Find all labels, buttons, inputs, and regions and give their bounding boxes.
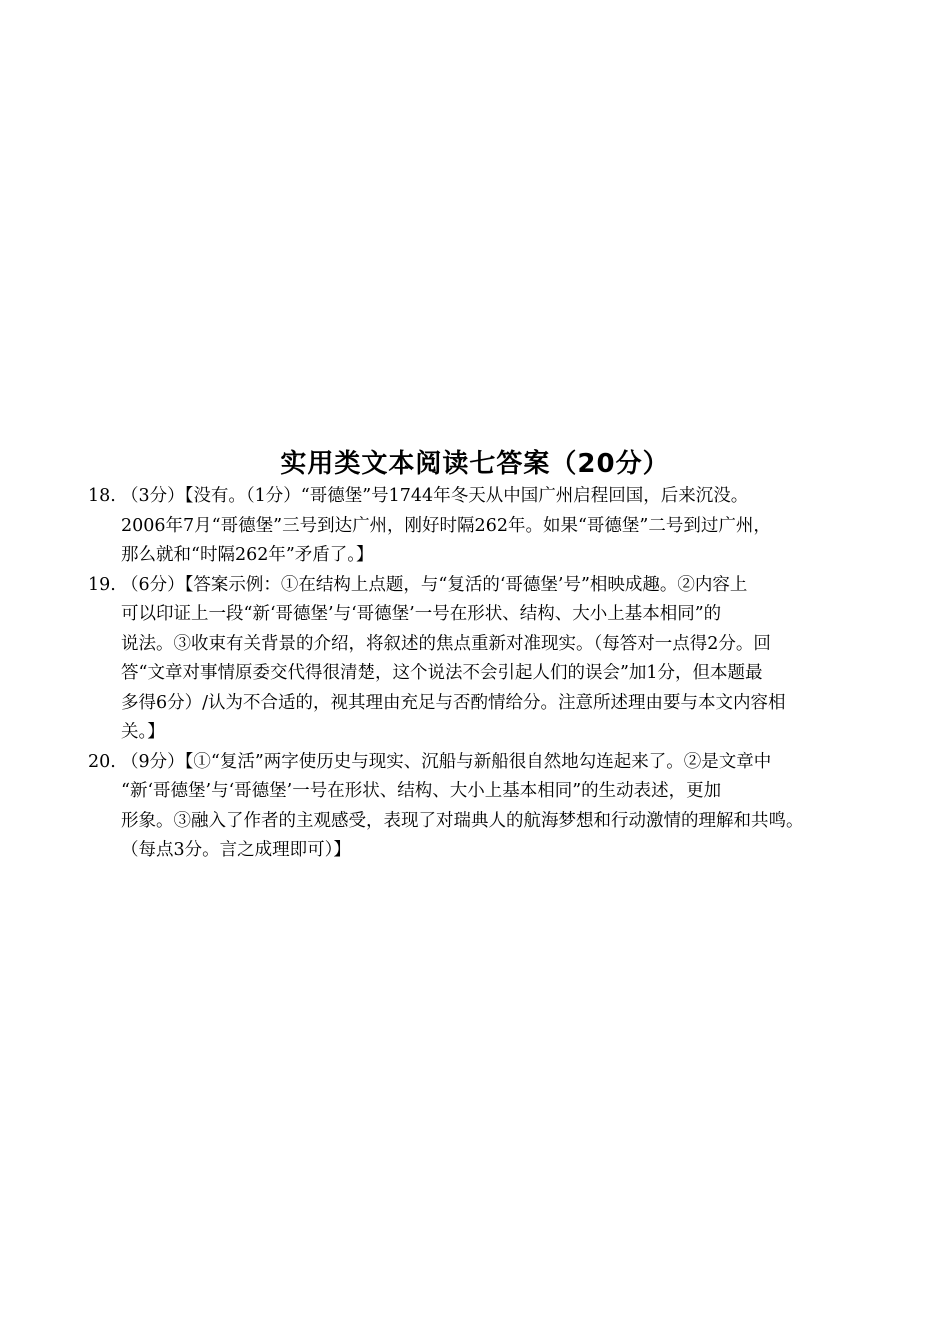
question-number: 19.	[88, 574, 116, 595]
answer-item-20	[88, 748, 880, 866]
question-number: 20.	[88, 751, 116, 772]
page-title: 实用类文本阅读七答案（20分）	[280, 449, 670, 479]
question-number: 18.	[88, 486, 116, 506]
answer-text: （3分）【没有。（1分）“哥德堡”号1744年冬天从中国广州启程回国，后来沉没。 2006年7月“哥德堡”三号到达广州，刚好时隔262年。如果“哥德堡”二号到过广州， 那么就和“时隔262年”矛盾了。】	[121, 486, 771, 565]
answer-list	[88, 482, 880, 866]
answer-text: （6分）【答案示例：①在结构上点题，与“复活的‘哥德堡’号”相映成趣。②内容上 可以印证上一段“新‘哥德堡’与‘哥德堡’一号在形状、结构、大小上基本相同”的 说法。③收束有关背景的介绍，将叙述的焦点重新对准现实。（每答对一点得2分。回 答“文章对事情原委交代得很清楚，这个说法不会引起人们的误会”加1分，但本题最 多得6分）/认为不合适的，视其理由充足与否酌情给分。注意所述理由要与本文内容相 关。】	[121, 574, 786, 742]
answer-item-18	[88, 482, 880, 571]
answer-item-19	[88, 571, 880, 748]
answer-text: （9分）【①“复活”两字使历史与现实、沉船与新船很自然地勾连起来了。②是文章中 “新‘哥德堡’与‘哥德堡’一号在形状、结构、大小上基本相同”的生动表述，更加 形象。③融入了作者的主观感受，表现了对瑞典人的航海梦想和行动激情的理解和共鸣。 （每点3分。言之成理即可）】	[121, 751, 804, 860]
